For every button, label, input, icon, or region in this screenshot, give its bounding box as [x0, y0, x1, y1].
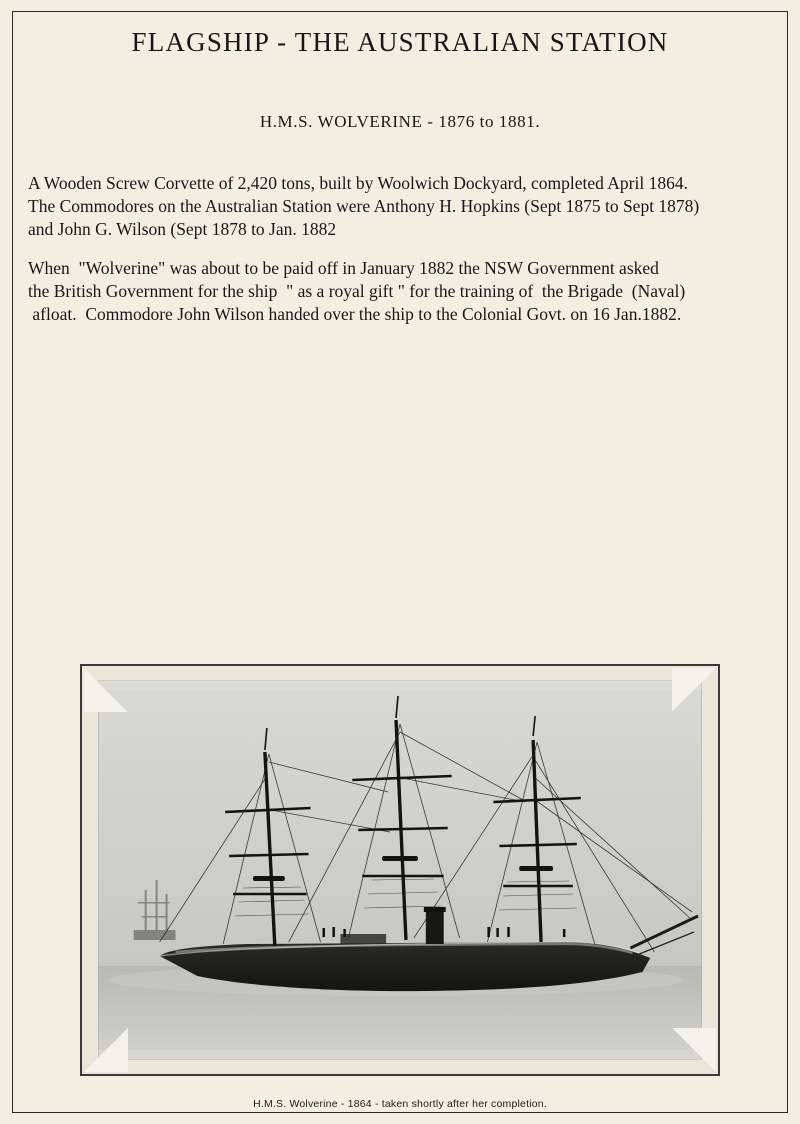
paragraph-handover-history — [28, 257, 774, 326]
page-title: FLAGSHIP - THE AUSTRALIAN STATION — [131, 27, 669, 57]
paragraph-line: and John G. Wilson (Sept 1878 to Jan. 1882 — [28, 218, 337, 239]
photo-caption: H.M.S. Wolverine - 1864 - taken shortly after her completion. — [253, 1098, 547, 1110]
hms-wolverine-photograph — [98, 680, 702, 1060]
paragraph-line: When "Wolverine" was about to be paid off in January 1882 the NSW Government asked — [28, 258, 659, 278]
photograph-mat — [82, 666, 718, 1074]
paragraph-line: the British Government for the ship " as a royal gift " for the training of the Brigade (Naval) — [28, 280, 686, 301]
ship-photo-illustration — [98, 680, 702, 1060]
paragraph-line: afloat. Commodore John Wilson handed over the ship to the Colonial Govt. on 16 Jan.1882. — [28, 303, 682, 324]
paragraph-line: The Commodores on the Australian Station were Anthony H. Hopkins (Sept 1875 to Sept 1878) — [28, 195, 700, 216]
photograph-mount — [80, 664, 720, 1076]
page-subtitle: H.M.S. WOLVERINE - 1876 to 1881. — [259, 112, 541, 131]
paragraph-line: A Wooden Screw Corvette of 2,420 tons, built by Woolwich Dockyard, completed April 1864. — [28, 173, 688, 193]
paragraph-ship-details — [28, 172, 774, 241]
